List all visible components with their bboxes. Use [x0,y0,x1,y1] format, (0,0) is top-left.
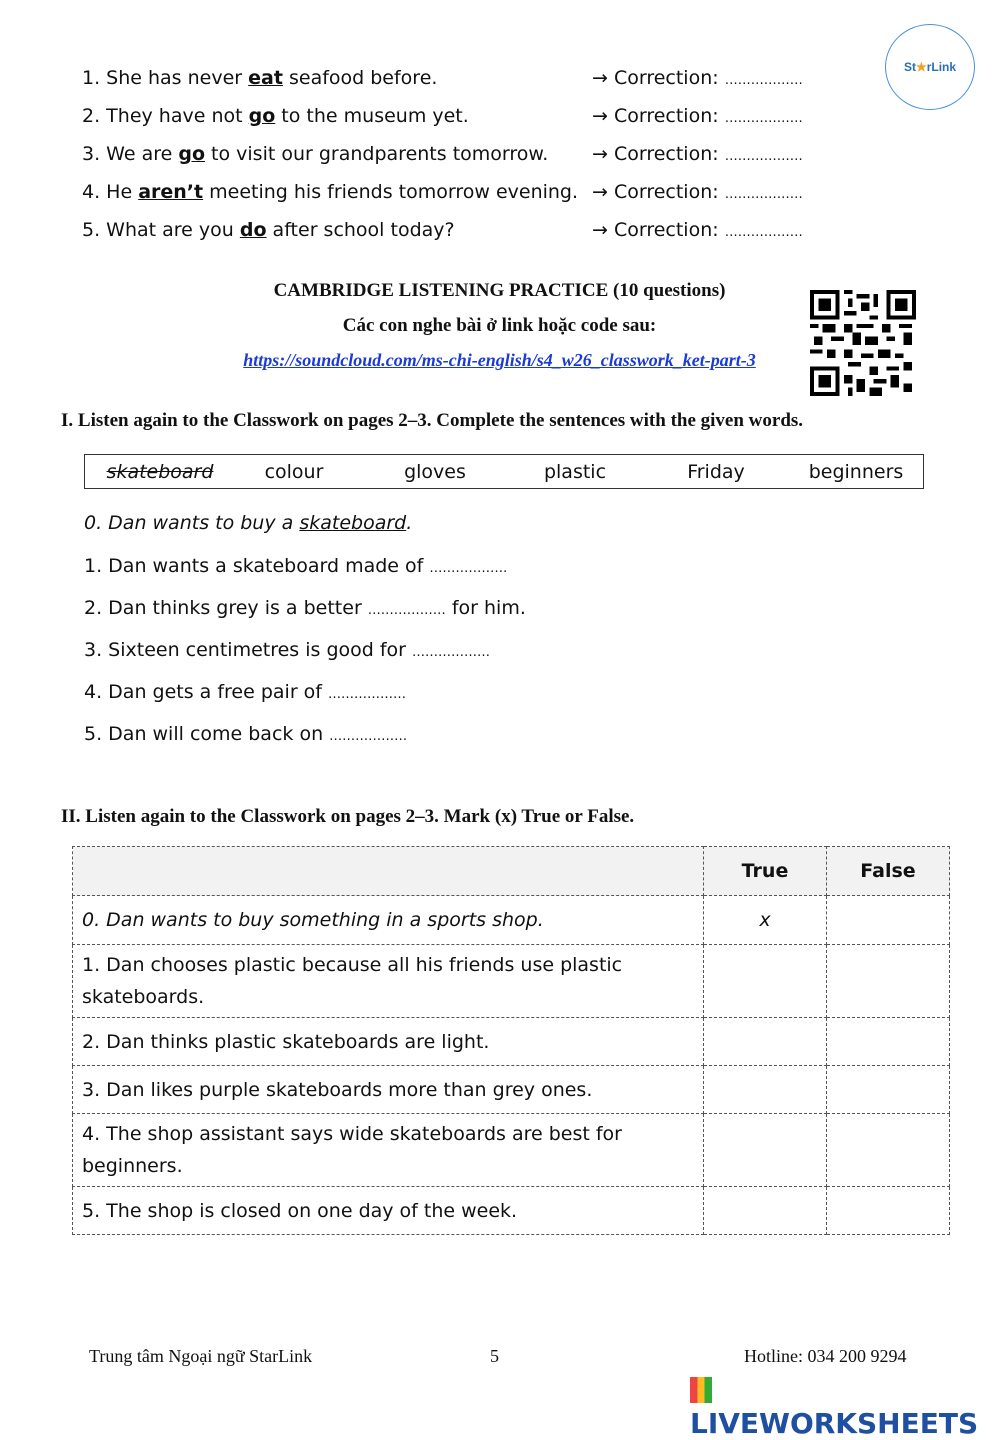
answer-blank[interactable]: ……………… [724,111,803,126]
liveworksheets-blocks-icon [690,1377,712,1403]
part1-sentence-2: 2. Dan thinks grey is a better ……………… for him. [84,597,526,619]
footer-hotline: Hotline: 034 200 9294 [744,1346,907,1366]
part2-heading: II. Listen again to the Classwork on pages 2–3. Mark (x) True or False. [61,806,635,827]
correction-field-3[interactable]: → Correction: ……………… [592,143,803,165]
true-cell[interactable]: x [704,896,827,945]
part1-heading: I. Listen again to the Classwork on pages 2–3. Complete the sentences with the given words. [61,410,804,431]
header-blank [73,847,704,896]
liveworksheets-logo[interactable] [690,1374,999,1440]
part1-example: 0. Dan wants to buy a skateboard. [84,512,413,534]
column-header-false: False [827,847,950,896]
correction-field-5[interactable]: → Correction: ……………… [592,219,803,241]
false-cell[interactable] [827,945,950,1018]
page-number: 5 [490,1346,499,1366]
true-cell[interactable] [704,1018,827,1066]
false-cell[interactable] [827,896,950,945]
correction-field-4[interactable]: → Correction: ……………… [592,181,803,203]
table-row [73,1114,950,1187]
answer-blank[interactable]: ……………… [429,561,508,576]
true-cell[interactable] [704,1187,827,1235]
false-cell[interactable] [827,1018,950,1066]
table-row [73,896,950,945]
statement: 2. Dan thinks plastic skateboards are light. [73,1018,704,1066]
part1-sentence-3: 3. Sixteen centimetres is good for ……………… [84,639,491,661]
table-header-row [73,847,950,896]
answer-blank[interactable]: ……………… [412,645,491,660]
part1-sentence-5: 5. Dan will come back on ……………… [84,723,408,745]
table-row [73,1066,950,1114]
listening-title: CAMBRIDGE LISTENING PRACTICE (10 questions) [273,280,726,301]
word-box-item: beginners [808,460,904,483]
statement: 5. The shop is closed on one day of the week. [73,1187,704,1235]
starlink-logo [885,24,975,110]
table-row [73,1018,950,1066]
error-word: aren’t [138,181,204,203]
statement: 0. Dan wants to buy something in a sports shop. [73,896,704,945]
correction-item-2: 2. They have not go to the museum yet. [82,105,469,127]
true-false-table [72,846,950,1235]
error-word: go [178,143,205,165]
false-cell[interactable] [827,1187,950,1235]
word-box [84,454,924,489]
error-word: eat [248,67,283,89]
liveworksheets-wordmark: LIVEWORKSHEETS [690,1407,979,1440]
answer-blank[interactable]: ……………… [367,603,446,618]
logo-star-icon: ★ [915,60,927,74]
error-word: go [248,105,276,127]
statement: 3. Dan likes purple skateboards more than grey ones. [73,1066,704,1114]
table-row [73,1187,950,1235]
statement: 4. The shop assistant says wide skateboards are best for beginners. [73,1114,704,1187]
answer-blank[interactable]: ……………… [328,687,407,702]
logo-text-b: rLink [926,60,957,74]
table-row [73,945,950,1018]
true-cell[interactable] [704,1114,827,1187]
logo-text-a: St [903,60,916,74]
answer-blank[interactable]: ……………… [724,149,803,164]
word-box-item: gloves [404,460,466,483]
false-cell[interactable] [827,1114,950,1187]
qr-code-icon[interactable] [810,290,916,396]
statement: 1. Dan chooses plastic because all his friends use plastic skateboards. [73,945,704,1018]
word-box-item: Friday [687,460,745,483]
correction-item-1: 1. She has never eat seafood before. [82,67,438,89]
false-cell[interactable] [827,1066,950,1114]
word-box-item: colour [264,460,324,483]
listening-subtitle: Các con nghe bài ở link hoặc code sau: [342,315,657,336]
part1-sentence-1: 1. Dan wants a skateboard made of ……………… [84,555,508,577]
answer-blank[interactable]: ……………… [329,729,408,744]
word-box-item: plastic [543,460,607,483]
true-cell[interactable] [704,1066,827,1114]
true-cell[interactable] [704,945,827,1018]
answer-blank[interactable]: ……………… [724,73,803,88]
correction-field-2[interactable]: → Correction: ……………… [592,105,803,127]
answer-blank[interactable]: ……………… [724,225,803,240]
correction-item-3: 3. We are go to visit our grandparents tomorrow. [82,143,549,165]
correction-field-1[interactable]: → Correction: ……………… [592,67,803,89]
answer-blank[interactable]: ……………… [724,187,803,202]
word-box-item: skateboard [106,460,214,483]
correction-item-5: 5. What are you do after school today? [82,219,455,241]
column-header-true: True [704,847,827,896]
soundcloud-link[interactable]: https://soundcloud.com/ms-chi-english/s4_w26_classwork_ket-part-3 [243,350,756,370]
part1-sentence-4: 4. Dan gets a free pair of ……………… [84,681,407,703]
error-word: do [239,219,267,241]
example-answer: skateboard [299,512,407,534]
footer-center-name: Trung tâm Ngoại ngữ StarLink [89,1346,313,1366]
correction-item-4: 4. He aren’t meeting his friends tomorrow evening. [82,181,579,203]
